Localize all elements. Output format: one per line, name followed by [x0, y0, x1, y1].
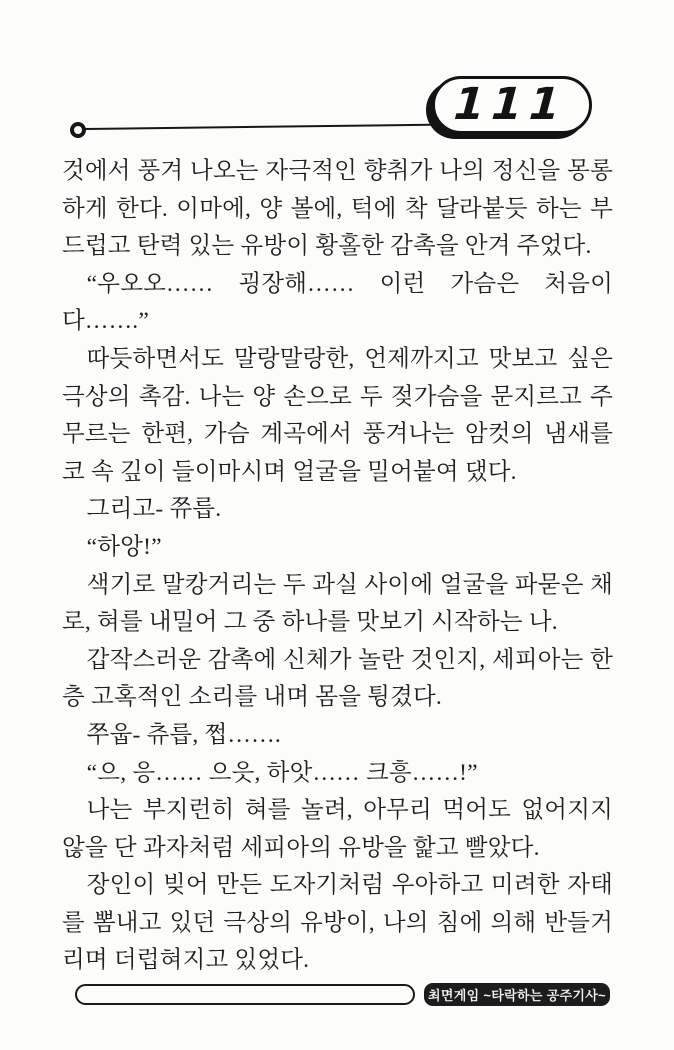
paragraph: 나는 부지런히 혀를 놀려, 아무리 먹어도 없어지지 않을 단 과자처럼 세피아의 유방을 핥고 빨았다.: [62, 797, 613, 861]
paragraph: 갑작스러운 감촉에 신체가 놀란 것인지, 세피아는 한층 고혹적인 소리를 내며 몸을 튕겼다.: [62, 646, 613, 711]
paragraph: 그리고- 쮸릅.: [86, 496, 222, 523]
page-number: 111: [451, 79, 569, 130]
page-number-pill: [432, 76, 592, 134]
paragraph: “하앙!”: [86, 533, 162, 560]
paragraph: 것에서 풍겨 나오는 자극적인 향취가 나의 정신을 몽롱하게 한다. 이마에, 양 볼에, 턱에 착 달라붙듯 하는 부드럽고 탄력 있는 유방이 황홀한 감촉을 안겨 주었다.: [62, 158, 613, 260]
paragraph: 쭈웁- 츄릅, 쩝…….: [86, 721, 281, 748]
paragraph: 장인이 빚어 만든 도자기처럼 우아하고 미려한 자태를 뽐내고 있던 극상의 유방이, 나의 침에 의해 반들거리며 더럽혀지고 있었다.: [62, 872, 613, 974]
paragraph: “으, 응…… 으읏, 하앗…… 크흥……!”: [86, 759, 478, 786]
header-bullet-circle: [70, 122, 86, 138]
paragraph: 따듯하면서도 말랑말랑한, 언제까지고 맛보고 싶은 극상의 촉감. 나는 양 손으로 두 젖가슴을 문지르고 주무르는 한편, 가슴 계곡에서 풍겨나는 암컷의 냄새를 코 속 깊이 들이마시며 얼굴을 밀어붙여 댔다.: [62, 345, 613, 485]
page-footer: [0, 975, 674, 1025]
header-rule-line: [84, 124, 440, 130]
footer-decorative-pill: [75, 984, 415, 1005]
paragraph: 색기로 말캉거리는 두 과실 사이에 얼굴을 파묻은 채로, 혀를 내밀어 그 중 하나를 맛보기 시작하는 나.: [62, 571, 613, 636]
series-title: 최면게임 ~타락하는 공주기사~: [428, 988, 606, 1003]
series-title-badge: [424, 983, 610, 1006]
body-text: [62, 153, 613, 980]
paragraph: “우오오…… 굉장해…… 이런 가슴은 처음이다…….”: [62, 270, 613, 335]
page-header: [0, 0, 674, 150]
